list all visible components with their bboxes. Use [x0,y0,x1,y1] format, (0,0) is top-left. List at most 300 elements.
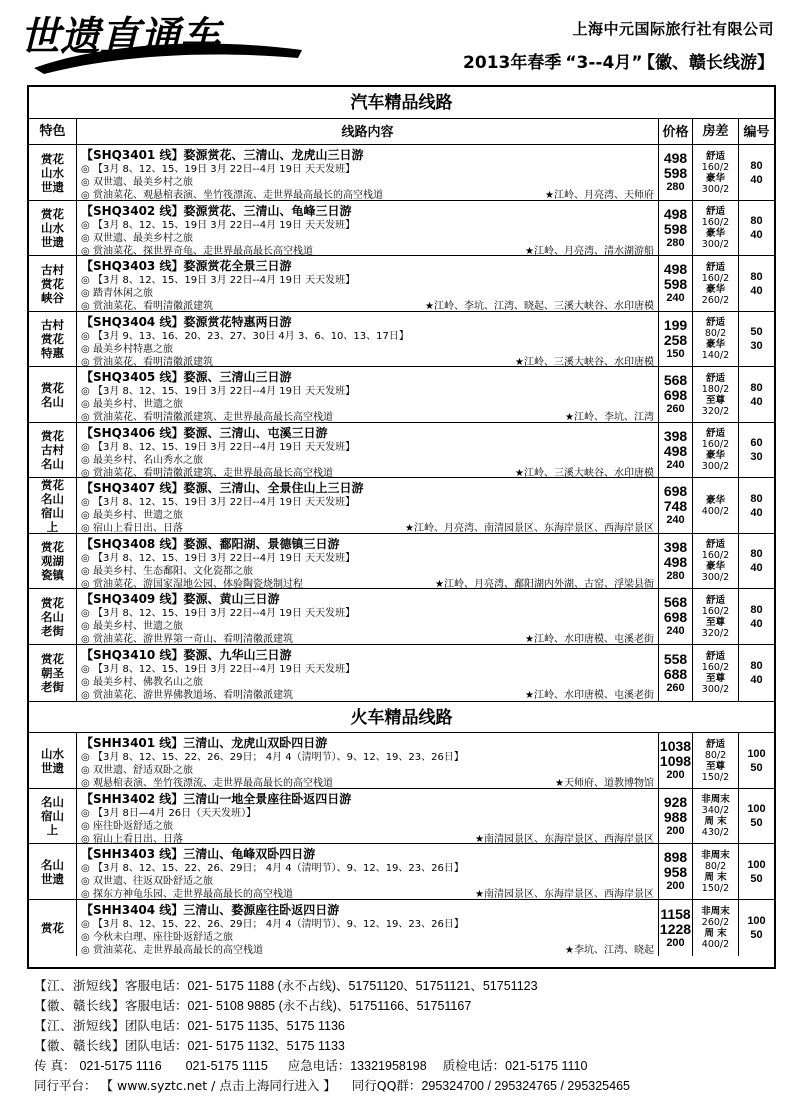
route-theme [81,232,654,245]
header [0,0,800,84]
room-price: 80/2 [704,860,727,872]
route-theme-text: 双世遗、最美乡村之旅 [93,177,193,188]
route-price [659,312,693,366]
route-highlights [81,633,654,644]
bullet-icon: ◎ [81,634,90,644]
route-title[interactable]: 【SHQ3403 线】婺源赏花全景三日游 [81,259,292,273]
route-feature [29,423,77,477]
footer-line-value: 021- 5175 1135、5175 1136 [187,1019,345,1033]
price-value: 558 [663,650,688,667]
code-value: 80 [750,603,763,616]
room-type: 舒适 [705,594,725,606]
route-content [77,201,659,255]
route-theme [81,764,654,777]
route-row [29,589,774,645]
bullet-icon: ◎ [81,765,90,776]
route-feature-text: 赏花名山 [41,380,64,409]
route-attractions: ★江岭、月亮湾、南清园景区、东海岸景区、西海岸景区 [405,523,654,533]
route-highlights [81,356,654,366]
route-highlights-left [81,467,333,477]
route-highlights-left [81,522,183,533]
room-difference [693,145,739,200]
code-value: 40 [750,506,763,519]
code-value: 80 [750,159,763,172]
route-row [29,645,774,701]
route-dates [81,918,654,931]
route-content [77,478,659,533]
footer-fax-line [34,1056,774,1076]
route-highlights [81,245,654,255]
route-dates [81,385,654,398]
route-feature [29,367,77,422]
price-value: 598 [663,276,688,292]
bullet-icon: ◎ [81,664,90,675]
bullet-icon: ◎ [81,399,90,410]
route-dates-text: 【3月 8日—4月 26日（天天发班）】 [93,808,257,819]
route-attractions: ★江岭、月亮湾、天师府 [545,190,654,200]
bullet-icon: ◎ [81,608,90,619]
code-value: 100 [747,915,766,927]
code-value: 50 [750,326,763,338]
code-value: 30 [750,451,763,463]
room-type: 舒适 [705,261,725,273]
route-price [659,844,693,899]
route-content [77,367,659,422]
price-value: 698 [663,483,688,499]
route-dates-text: 【3月 8、12、15、19日 3月 22日--4月 19日 天天发班】 [93,386,356,397]
route-feature [29,201,77,255]
route-highlights [81,944,654,956]
code-value: 40 [750,395,763,408]
room-price: 80/2 [704,328,727,339]
bullet-icon: ◎ [81,344,90,355]
price-value: 398 [663,538,688,555]
route-title[interactable]: 【SHQ3408 线】婺源、鄱阳湖、景德镇三日游 [81,537,340,551]
room-type: 豪华 [705,228,725,239]
route-title[interactable]: 【SHH3403 线】三清山、龟峰双卧四日游 [81,847,316,861]
room-type: 舒适 [705,651,725,662]
route-feature [29,534,77,588]
bullet-icon: ◎ [81,889,90,899]
room-price: 400/2 [701,505,730,517]
route-feature-text: 名山宿山上 [41,795,64,837]
header-feature: 特色 [29,119,77,144]
route-theme [81,454,654,467]
route-dates [81,751,654,764]
bullet-icon: ◎ [81,275,90,286]
footer-line-label: 客服电话： [125,978,188,993]
route-theme [81,176,654,189]
room-difference [693,589,739,644]
route-dates [81,219,654,232]
route-highlights [81,833,654,843]
season-category: 【徽、赣长线游】 [646,53,774,73]
company-name: 上海中元国际旅行社有限公司 [572,20,774,38]
route-highlights-text: 宿山上看日出、日落 [93,523,183,533]
fax-number-1: 021-5175 1116 [79,1059,162,1073]
route-feature [29,145,77,200]
route-attractions: ★江岭、水印唐模、屯溪老街 [525,634,654,644]
bullet-icon: ◎ [81,288,90,299]
header-price: 价格 [659,119,693,144]
bullet-icon: ◎ [81,778,90,788]
emergency-label: 应急电话： [287,1058,351,1073]
code-value: 100 [747,858,766,871]
route-highlights-left [81,578,303,588]
route-feature-text: 赏花山水世遗 [41,151,64,194]
child-price: 280 [666,181,685,193]
footer-line-value: 021- 5175 1132、5175 1133 [187,1039,345,1053]
route-feature [29,256,77,311]
route-theme-text: 最美乡村、佛教名山之旅 [93,677,203,688]
route-row [29,534,774,589]
route-title[interactable]: 【SHQ3401 线】婺源赏花、三清山、龙虎山三日游 [81,148,364,162]
route-highlights-left [81,944,263,956]
route-theme [81,343,654,356]
price-value: 598 [663,220,688,237]
bullet-icon: ◎ [81,246,90,255]
room-price: 160/2 [701,605,730,617]
route-dates [81,496,654,509]
header-room: 房差 [693,119,739,144]
route-dates-text: 【3月 8、12、15、19日 3月 22日--4月 19日 天天发班】 [93,164,356,175]
route-feature-text: 赏花朝圣老街 [41,652,64,694]
room-difference [693,844,739,899]
route-dates [81,330,654,343]
bullet-icon: ◎ [81,566,90,577]
route-content [77,589,659,644]
bullet-icon: ◎ [81,442,90,453]
route-price [659,789,693,843]
route-content [77,423,659,477]
route-code [739,789,774,843]
route-attractions: ★江岭、李坑、江湾、晓起、三溪大峡谷、水印唐模 [425,301,654,311]
route-theme-text: 最美乡村、世遗之旅 [93,399,183,410]
header-code: 编号 [743,123,770,139]
code-value: 50 [750,761,763,774]
footer-line-label: 团队电话： [125,1038,188,1053]
child-price: 280 [666,236,685,249]
route-theme [81,875,654,888]
route-code [739,312,774,366]
route-dates [81,274,654,287]
route-dates-text: 【3月 9、13、16、20、23、27、30日 4月 3、6、10、13、17日】 [93,331,409,342]
route-price [659,145,693,200]
route-price [659,645,693,701]
bullet-icon: ◎ [81,621,90,632]
route-highlights-left [81,356,213,366]
route-row [29,844,774,900]
code-value: 40 [750,562,763,574]
room-type: 豪华 [705,450,725,461]
route-theme-text: 双世遗、往返双卧舒适之旅 [93,876,213,887]
room-type: 至尊 [705,394,725,406]
code-value: 80 [750,548,763,560]
route-attractions: ★江岭、三溪大峡谷、水印唐模 [515,468,654,477]
room-price: 300/2 [701,239,730,250]
route-code [739,201,774,255]
route-highlights-left [81,189,383,200]
logo-text: 世遗直通车 [20,14,220,60]
route-row [29,478,774,534]
child-price: 200 [666,824,685,837]
code-value: 100 [747,747,766,760]
child-price: 280 [666,569,685,582]
route-feature [29,844,77,899]
room-type: 舒适 [705,206,725,217]
route-code [739,589,774,644]
price-value: 928 [663,793,688,810]
bullet-icon: ◎ [81,220,90,231]
room-type: 周 末 [704,928,727,939]
footer-phone-line [34,976,774,996]
season-period: “3--4月” [565,53,643,73]
room-type: 舒适 [705,738,725,750]
room-price: 160/2 [701,217,730,228]
route-code [739,844,774,899]
route-row [29,900,774,956]
route-feature-text: 赏花 [41,921,64,935]
route-highlights [81,522,654,533]
route-price [659,534,693,588]
bus-routes [29,145,774,701]
route-feature-text: 赏花名山宿山上 [41,477,64,534]
route-highlights-left [81,689,293,701]
room-type: 豪华 [705,339,725,350]
child-price: 200 [666,936,685,949]
route-row [29,367,774,423]
price-value: 1098 [659,753,692,769]
room-type: 至尊 [705,673,725,684]
room-difference [693,367,739,422]
route-title[interactable]: 【SHQ3402 线】婺源赏花、三清山、龟峰三日游 [81,204,352,218]
route-code [739,733,774,788]
footer-phone-line [34,1036,774,1056]
route-dates-text: 【3月 8、12、15、19日 3月 22日--4月 19日 天天发班】 [93,497,356,508]
route-highlights [81,300,654,311]
price-value: 498 [663,553,688,570]
route-price [659,423,693,477]
bullet-icon: ◎ [81,468,90,477]
footer-line-tag: 【徽、赣长线】 [34,998,126,1013]
route-price [659,367,693,422]
bus-section-title: 汽车精品线路 [29,87,774,119]
route-title[interactable]: 【SHQ3406 线】婺源、三清山、屯溪三日游 [81,426,328,440]
room-price: 160/2 [701,550,730,561]
bullet-icon: ◎ [81,821,90,832]
code-value: 80 [750,660,763,672]
route-price [659,201,693,255]
code-value: 40 [750,173,763,186]
child-price: 240 [666,292,685,304]
child-price: 240 [666,625,685,637]
code-value: 40 [750,674,763,686]
route-theme-text: 最美乡村、生态鄱阳、文化瓷都之旅 [93,566,253,577]
route-content [77,312,659,366]
footer-line-label: 客服电话： [125,998,188,1013]
route-price [659,256,693,311]
bullet-icon: ◎ [81,808,90,819]
child-price: 150 [666,347,685,360]
season-year: 2013年春季 [463,53,562,73]
route-dates [81,607,654,620]
bullet-icon: ◎ [81,834,90,843]
route-price [659,733,693,788]
code-value: 50 [750,929,763,941]
footer-platform-line [34,1076,774,1096]
route-dates [81,441,654,454]
route-dates-text: 【3月 8、12、15、22、26、29日； 4月 4（清明节）、9、12、19、23、26日】 [93,863,464,874]
route-dates-text: 【3月 8、12、15、22、26、29日； 4月 4（清明节）、9、12、19、23、26日】 [93,919,464,930]
route-highlights-text: 赏油菜花、游世界佛教道场、看明清徽派建筑 [93,690,293,701]
bullet-icon: ◎ [81,331,90,342]
route-code [739,423,774,477]
route-row [29,201,774,256]
room-difference [693,789,739,843]
room-difference [693,900,739,956]
route-title[interactable]: 【SHH3401 线】三清山、龙虎山双卧四日游 [81,736,328,750]
code-value: 40 [750,229,763,241]
route-highlights-left [81,300,213,311]
room-price: 320/2 [701,405,730,417]
route-title[interactable]: 【SHQ3410 线】婺源、九华山三日游 [81,648,292,662]
route-dates [81,163,654,176]
bullet-icon: ◎ [81,752,90,763]
room-price: 160/2 [701,161,730,173]
route-highlights-text: 观悬棺表演、坐竹筏漂流、走世界最高最长的高空栈道 [93,778,333,788]
route-feature-text: 名山世遗 [41,857,64,886]
code-value: 80 [750,215,763,227]
route-highlights-text: 探东方神龟乐园、走世界最高最长的高空栈道 [93,889,293,899]
train-routes [29,733,774,956]
room-type: 周 末 [704,816,727,827]
room-price: 300/2 [701,183,730,195]
qq-label: 同行QQ群： [351,1078,422,1093]
route-content [77,900,659,956]
route-highlights-text: 赏油菜花、探世界奇龟、走世界最高最长高空栈道 [93,246,313,255]
room-price: 160/2 [701,272,730,284]
route-attractions: ★南清园景区、东海岸景区、西海岸景区 [475,834,654,843]
price-value: 988 [663,808,688,825]
room-type: 舒适 [705,428,725,439]
price-value: 568 [663,372,688,388]
child-price: 260 [666,403,685,415]
room-type: 舒适 [705,539,725,550]
bullet-icon: ◎ [81,497,90,508]
child-price: 240 [666,514,685,526]
price-value: 1158 [660,905,691,922]
price-value: 898 [663,849,688,865]
route-theme [81,931,654,944]
route-highlights-left [81,777,333,788]
bullet-icon: ◎ [81,863,90,874]
route-code [739,478,774,533]
child-price: 200 [666,880,685,892]
logo [14,6,314,76]
route-code [739,256,774,311]
bullet-icon: ◎ [81,945,90,956]
room-type: 周 末 [704,871,727,883]
route-title[interactable]: 【SHQ3404 线】婺源赏花特惠两日游 [81,315,292,329]
price-value: 398 [663,427,688,444]
child-price: 260 [666,681,685,694]
code-value: 50 [750,872,763,885]
route-feature-text: 赏花观湖瓷镇 [41,540,64,582]
room-price: 160/2 [701,439,730,450]
route-theme-text: 最美乡村、世遗之旅 [93,510,183,521]
footer-phone-line [34,996,774,1016]
route-feature [29,589,77,644]
route-title[interactable]: 【SHQ3405 线】婺源、三清山三日游 [81,370,292,384]
route-content [77,645,659,701]
room-type: 豪华 [705,494,725,506]
route-feature [29,645,77,701]
room-price: 320/2 [701,627,730,639]
route-dates [81,552,654,565]
bullet-icon: ◎ [81,233,90,244]
route-theme [81,287,654,300]
route-theme-text: 今秋未白理、座往卧返舒适之旅 [93,932,233,943]
bullet-icon: ◎ [81,553,90,564]
platform-link[interactable]: 【 www.syztc.net / 点击上海同行进入 】 [100,1078,336,1093]
fax-number-2: 021-5175 1115 [185,1059,268,1073]
bullet-icon: ◎ [81,932,90,943]
room-difference [693,478,739,533]
route-dates-text: 【3月 8、12、15、19日 3月 22日--4月 19日 天天发班】 [93,275,356,286]
route-highlights [81,467,654,477]
route-highlights-left [81,633,293,644]
route-title[interactable]: 【SHH3402 线】三清山一地全景座往卧返四日游 [81,792,352,806]
route-title[interactable]: 【SHQ3409 线】婺源、黄山三日游 [81,592,280,606]
route-feature-text: 古村赏花特惠 [41,318,64,360]
season-title [463,48,774,73]
route-title[interactable]: 【SHH3404 线】三清山、婺源座往卧返四日游 [81,903,340,917]
price-value: 958 [663,864,688,880]
route-theme-text: 最美乡村、名山秀水之旅 [93,455,203,466]
table-header-row [29,119,774,145]
route-feature-text: 赏花山水世遗 [41,207,64,249]
route-title[interactable]: 【SHQ3407 线】婺源、三清山、全景住山上三日游 [81,481,364,495]
code-value: 60 [750,437,763,449]
route-row [29,312,774,367]
room-type: 非周末 [701,794,730,805]
route-dates-text: 【3月 8、12、15、19日 3月 22日--4月 19日 天天发班】 [93,553,356,564]
route-dates [81,663,654,676]
route-dates-text: 【3月 8、12、15、22、26、29日； 4月 4（清明节）、9、12、19、23、26日】 [93,752,464,763]
route-code [739,645,774,701]
route-theme-text: 踏青休闲之旅 [93,288,153,299]
room-difference [693,312,739,366]
room-price: 160/2 [701,662,730,673]
route-code [739,367,774,422]
route-code [739,145,774,200]
room-price: 80/2 [704,749,727,761]
room-price: 140/2 [701,350,730,361]
room-type: 至尊 [705,760,725,772]
footer-line-value: 021- 5108 9885 (永不占线)、51751166、51751167 [187,999,472,1013]
route-highlights [81,689,654,701]
room-type: 非周末 [701,906,730,917]
room-price: 300/2 [701,461,730,472]
room-price: 260/2 [701,917,730,928]
price-value: 688 [663,665,688,682]
route-feature-text: 赏花名山老街 [41,595,64,638]
route-code [739,900,774,956]
room-type: 舒适 [705,150,725,162]
room-difference [693,645,739,701]
route-highlights [81,888,654,899]
room-type: 豪华 [705,561,725,572]
